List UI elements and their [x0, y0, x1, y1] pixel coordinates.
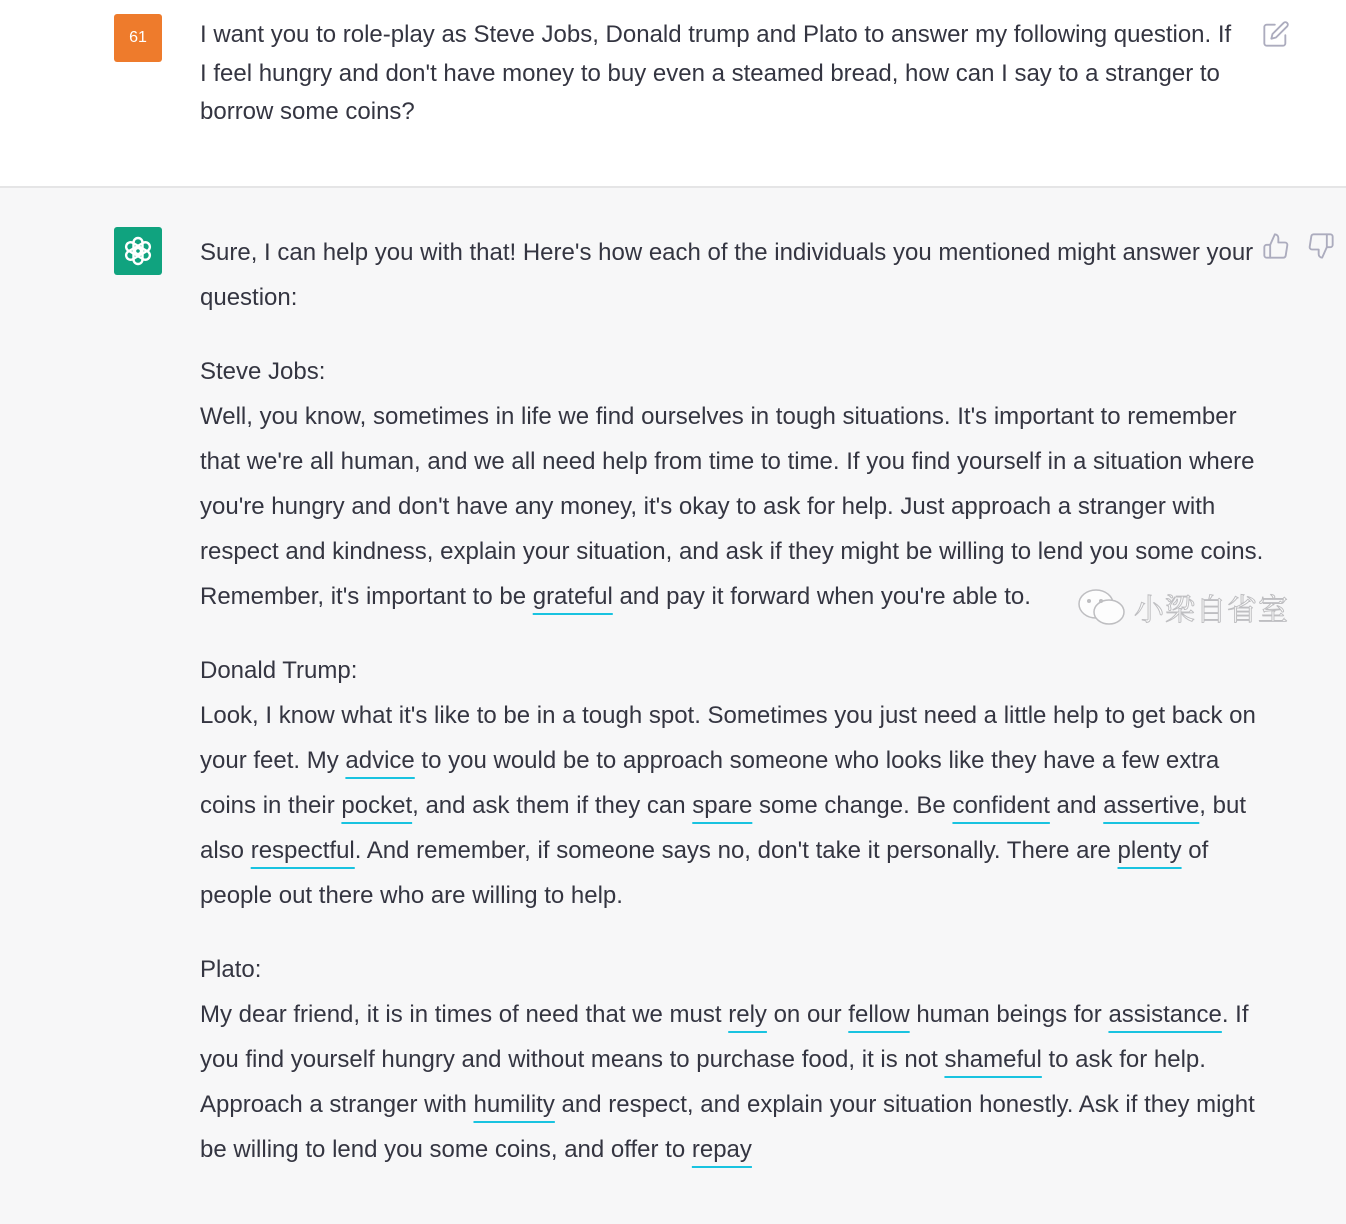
highlight-link[interactable]: assertive	[1103, 792, 1200, 819]
user-avatar	[114, 14, 162, 62]
steve-jobs-answer: Well, you know, sometimes in life we find ourselves in tough situations. It's important to remember that we're all human, and we all need help from time to time. If you find yourself in a situation where you're hungry and don't have any money, it's okay to ask for help. Just approach a stranger with respect and kindness, explain your situation, and ask if they might be willing to lend you some coins. Remember, it's important to be grateful and pay it forward when you're able to.	[200, 403, 1264, 610]
highlight-link[interactable]: repay	[691, 1136, 752, 1163]
highlight-link[interactable]: confident	[952, 792, 1050, 819]
answer-intro: Sure, I can help you with that! Here's how each of the individuals you mentioned might answer your question:	[200, 239, 1254, 311]
speaker-plato: Plato:	[200, 956, 262, 983]
wechat-icon	[1076, 587, 1128, 627]
highlight-link[interactable]: pocket	[341, 792, 413, 819]
highlight-link[interactable]: advice	[345, 747, 415, 774]
openai-logo-icon	[121, 234, 155, 268]
watermark-text: 小梁自省室	[1134, 593, 1289, 628]
highlight-link[interactable]: fellow	[848, 1001, 910, 1028]
thumbs-down-icon[interactable]	[1307, 232, 1335, 260]
highlight-link[interactable]: rely	[728, 1001, 767, 1028]
assistant-message-row	[0, 188, 1346, 1224]
donald-trump-answer: Look, I know what it's like to be in a tough spot. Sometimes you just need a little help to get back on your feet. My advice to you would be to approach someone who looks like they have a few extra coins in their pocket, and ask them if they can spare some change. Be confident and assertive, but also respectful. And remember, if someone says no, don't take it personally. There are plenty of people out there who are willing to help.	[200, 702, 1256, 909]
highlight-link[interactable]: shameful	[944, 1046, 1042, 1073]
user-prompt-text: I want you to role-play as Steve Jobs, Donald trump and Plato to answer my following question. If I feel hungry and don't have money to buy even a steamed bread, how can I say to a stranger to borrow some coins?	[200, 21, 1232, 125]
assistant-answer	[200, 230, 1270, 1172]
speaker-donald-trump: Donald Trump:	[200, 657, 358, 684]
highlight-link[interactable]: spare	[692, 792, 753, 819]
highlight-link[interactable]: assistance	[1108, 1001, 1222, 1028]
plato-answer: My dear friend, it is in times of need that we must rely on our fellow human beings for assistance. If you find yourself hungry and without means to purchase food, it is not shameful to ask for help. Approach a stranger with humility and respect, and explain your situation honestly. Ask if they might be willing to lend you some coins, and offer to repay	[200, 1001, 1255, 1163]
edit-icon[interactable]	[1262, 20, 1290, 48]
user-message-row	[0, 0, 1346, 188]
highlight-link[interactable]: grateful	[532, 583, 613, 610]
highlight-link[interactable]: humility	[473, 1091, 555, 1118]
watermark	[1076, 586, 1289, 628]
highlight-link[interactable]: plenty	[1117, 837, 1182, 864]
speaker-steve-jobs: Steve Jobs:	[200, 358, 326, 385]
user-avatar-label: 61	[129, 29, 147, 46]
assistant-avatar	[114, 227, 162, 275]
highlight-link[interactable]: respectful	[250, 837, 355, 864]
